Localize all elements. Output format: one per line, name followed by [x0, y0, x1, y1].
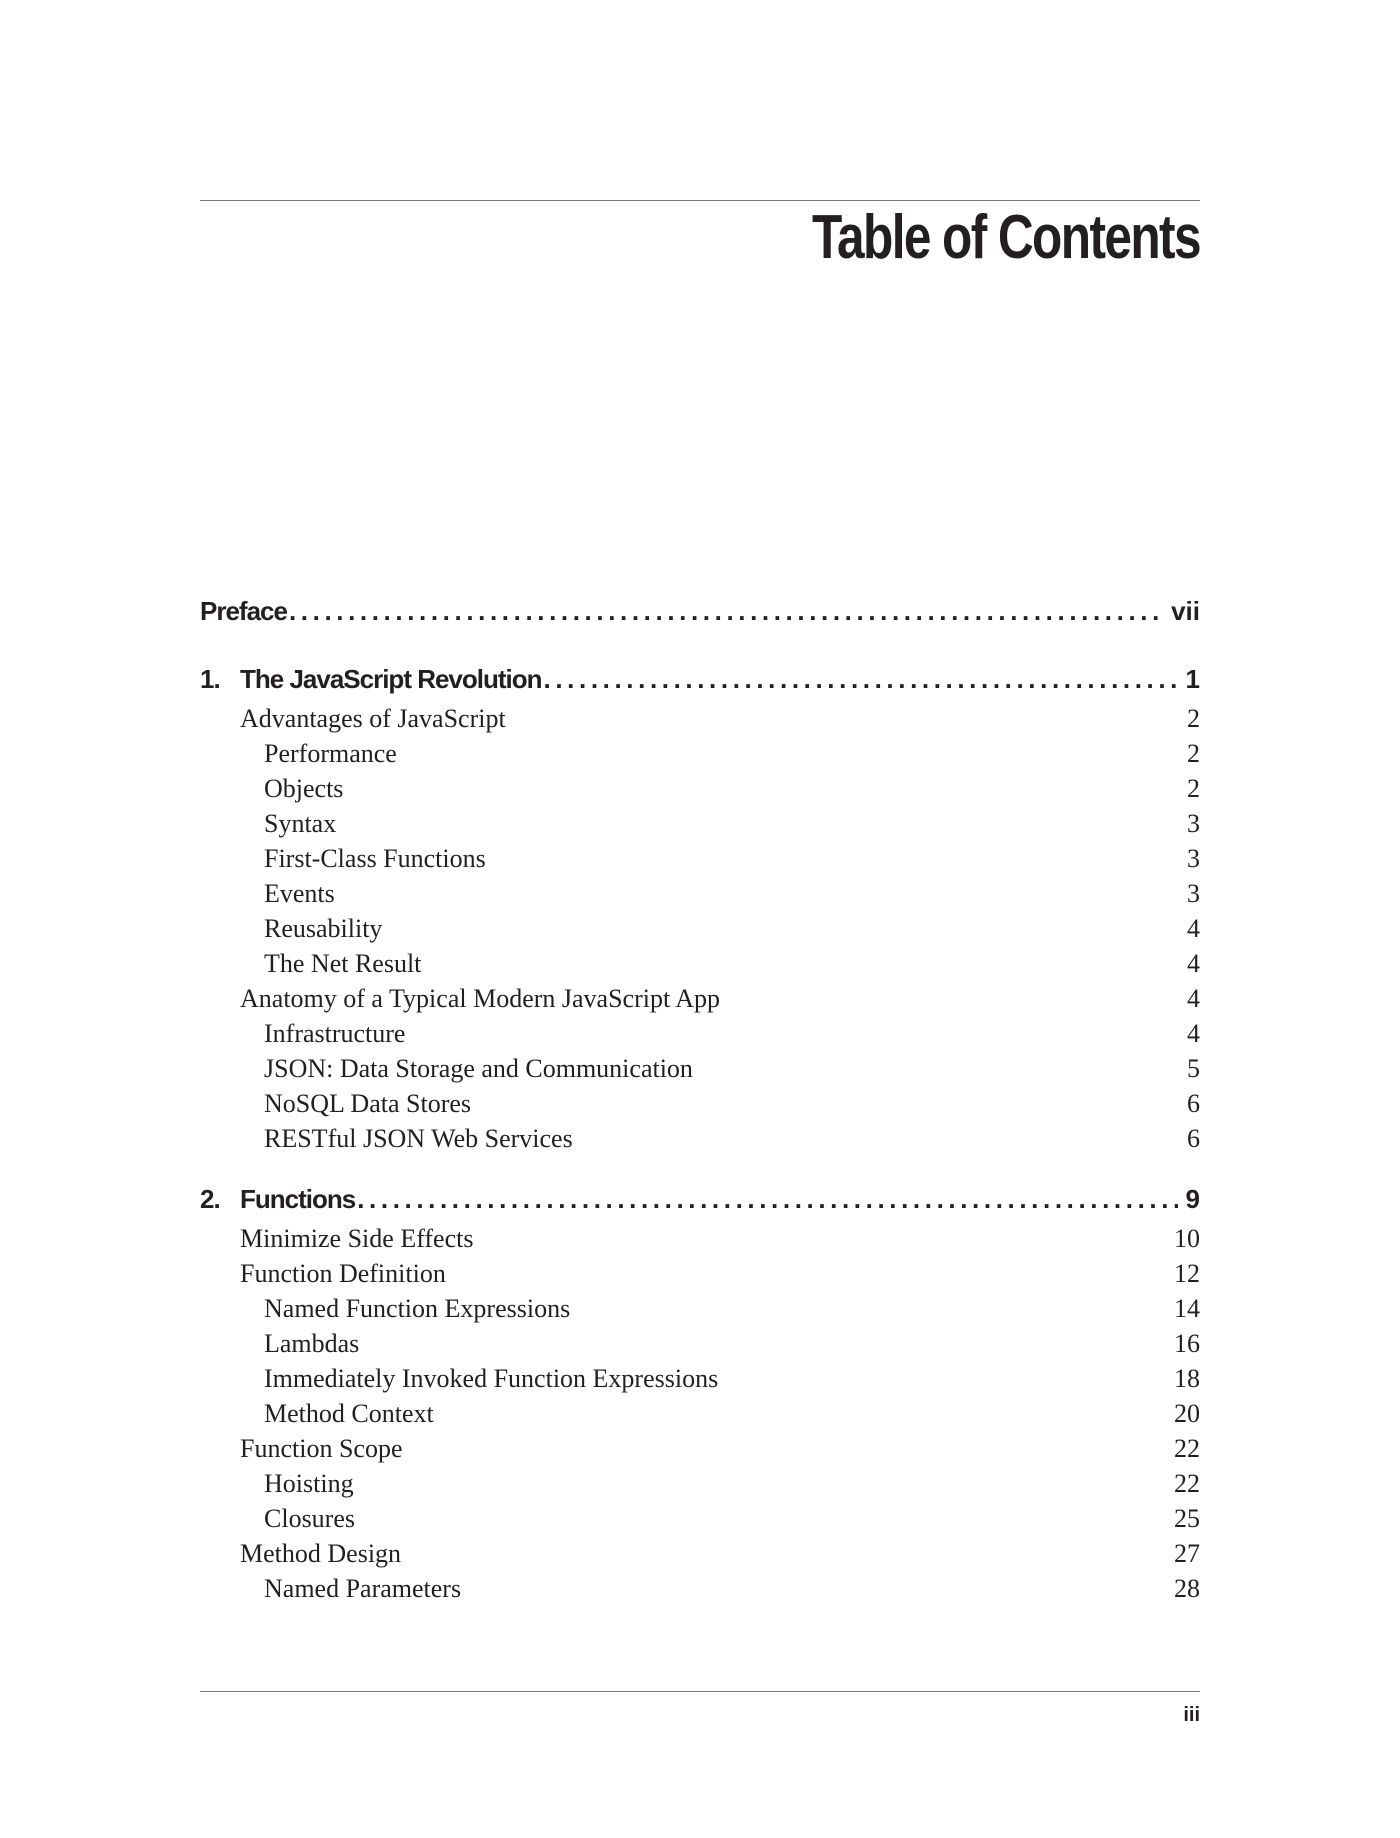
chapter-title: The JavaScript Revolution	[240, 664, 542, 694]
toc-subsection-entry[interactable]	[200, 1469, 1200, 1504]
chapter-page-number: 1	[1185, 664, 1200, 694]
entry-title: Closures	[264, 1504, 355, 1533]
entry-title: Lambdas	[264, 1329, 360, 1358]
entry-title: Hoisting	[264, 1469, 354, 1498]
toc-subsection-entry[interactable]	[200, 879, 1200, 914]
dot-leader	[544, 664, 1178, 695]
entry-title: First-Class Functions	[264, 844, 486, 873]
entry-title: The Net Result	[264, 949, 422, 978]
entry-page-number: 20	[1174, 1399, 1200, 1428]
entry-page-number: 3	[1187, 844, 1200, 873]
entry-title: Syntax	[264, 809, 337, 838]
toc-subsection-entry[interactable]	[200, 739, 1200, 774]
toc-section-entry[interactable]	[200, 1539, 1200, 1574]
page-title: Table of Contents	[812, 203, 1200, 272]
toc-section-entry[interactable]	[200, 1224, 1200, 1259]
top-rule	[200, 200, 1200, 201]
entry-title: Named Parameters	[264, 1574, 462, 1603]
entry-page-number: 4	[1187, 1019, 1200, 1048]
toc-subsection-entry[interactable]	[200, 1294, 1200, 1329]
table-of-contents	[200, 596, 1200, 1609]
toc-subsection-entry[interactable]	[200, 1054, 1200, 1089]
entry-page-number: 18	[1174, 1364, 1200, 1393]
page-folio: iii	[1183, 1704, 1200, 1726]
entry-page-number: 22	[1174, 1434, 1200, 1463]
spacer	[200, 636, 1200, 664]
toc-subsection-entry[interactable]	[200, 949, 1200, 984]
entry-title: Function Scope	[240, 1434, 403, 1463]
chapter-list	[200, 664, 1200, 1609]
toc-subsection-entry[interactable]	[200, 809, 1200, 844]
chapter-number: 2.	[200, 1184, 220, 1214]
entry-title: RESTful JSON Web Services	[264, 1124, 573, 1153]
preface-page-number: vii	[1171, 596, 1200, 626]
toc-subsection-entry[interactable]	[200, 1574, 1200, 1609]
entry-page-number: 5	[1187, 1054, 1200, 1083]
chapter-page-number: 9	[1185, 1184, 1200, 1214]
toc-chapter-entry[interactable]	[200, 664, 1200, 704]
entry-page-number: 2	[1187, 774, 1200, 803]
entry-page-number: 10	[1174, 1224, 1200, 1253]
entry-page-number: 2	[1187, 739, 1200, 768]
entry-title: Anatomy of a Typical Modern JavaScript App	[240, 984, 721, 1013]
chapter-title: Functions	[240, 1184, 356, 1214]
entry-title: Reusability	[264, 914, 383, 943]
toc-chapter-entry[interactable]	[200, 1184, 1200, 1224]
entry-page-number: 4	[1187, 984, 1200, 1013]
entry-page-number: 3	[1187, 809, 1200, 838]
toc-subsection-entry[interactable]	[200, 1124, 1200, 1159]
preface-title: Preface	[200, 596, 287, 626]
entry-page-number: 27	[1174, 1539, 1200, 1568]
entry-page-number: 2	[1187, 704, 1200, 733]
entry-title: Performance	[264, 739, 397, 768]
entry-title: Infrastructure	[264, 1019, 406, 1048]
dot-leader	[357, 1184, 1177, 1215]
entry-page-number: 25	[1174, 1504, 1200, 1533]
toc-subsection-entry[interactable]	[200, 844, 1200, 879]
toc-subsection-entry[interactable]	[200, 1329, 1200, 1364]
toc-subsection-entry[interactable]	[200, 1504, 1200, 1539]
toc-subsection-entry[interactable]	[200, 914, 1200, 949]
toc-preface-entry[interactable]	[200, 596, 1200, 636]
entry-page-number: 3	[1187, 879, 1200, 908]
entry-page-number: 6	[1187, 1089, 1200, 1118]
entry-title: Function Definition	[240, 1259, 446, 1288]
toc-subsection-entry[interactable]	[200, 1019, 1200, 1054]
entry-title: Immediately Invoked Function Expressions	[264, 1364, 719, 1393]
entry-page-number: 14	[1174, 1294, 1200, 1323]
entry-page-number: 28	[1174, 1574, 1200, 1603]
entry-page-number: 16	[1174, 1329, 1200, 1358]
entry-title: JSON: Data Storage and Communication	[264, 1054, 693, 1083]
entry-title: Objects	[264, 774, 344, 803]
entry-title: Method Design	[240, 1539, 402, 1568]
entry-page-number: 22	[1174, 1469, 1200, 1498]
toc-section-entry[interactable]	[200, 1434, 1200, 1469]
entry-page-number: 12	[1174, 1259, 1200, 1288]
toc-section-entry[interactable]	[200, 704, 1200, 739]
toc-subsection-entry[interactable]	[200, 1364, 1200, 1399]
entry-page-number: 4	[1187, 949, 1200, 978]
bottom-rule	[200, 1691, 1200, 1692]
entry-title: Advantages of JavaScript	[240, 704, 506, 733]
toc-subsection-entry[interactable]	[200, 1089, 1200, 1124]
entry-title: NoSQL Data Stores	[264, 1089, 472, 1118]
spacer	[200, 1159, 1200, 1184]
entry-page-number: 6	[1187, 1124, 1200, 1153]
entry-title: Events	[264, 879, 335, 908]
toc-section-entry[interactable]	[200, 984, 1200, 1019]
toc-subsection-entry[interactable]	[200, 774, 1200, 809]
chapter-number: 1.	[200, 664, 220, 694]
entry-title: Named Function Expressions	[264, 1294, 571, 1323]
toc-section-entry[interactable]	[200, 1259, 1200, 1294]
entry-title: Method Context	[264, 1399, 434, 1428]
dot-leader	[289, 596, 1163, 627]
toc-subsection-entry[interactable]	[200, 1399, 1200, 1434]
entry-page-number: 4	[1187, 914, 1200, 943]
entry-title: Minimize Side Effects	[240, 1224, 474, 1253]
